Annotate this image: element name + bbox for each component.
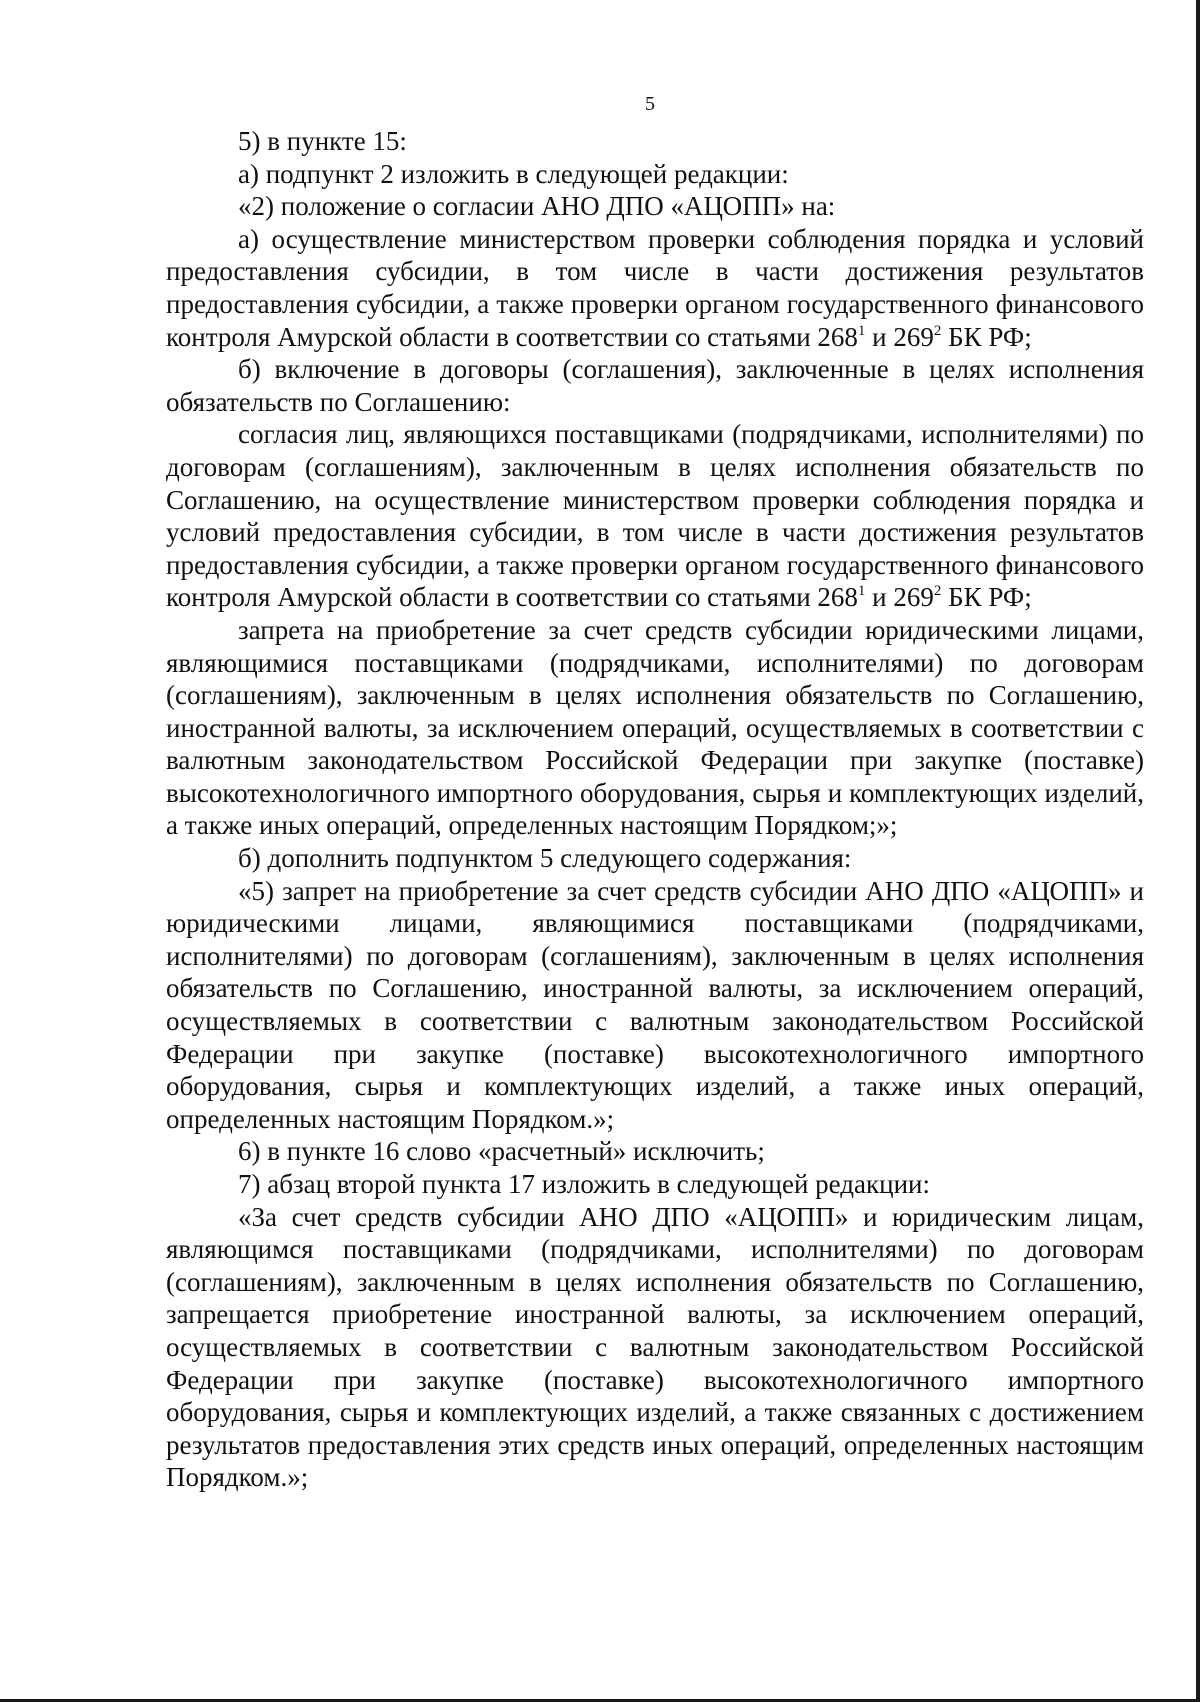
scan-border-right	[1196, 0, 1200, 1702]
paragraph-prohibition: запрета на приобретение за счет средств субсидии юридическими лицами, являющимися поставщиками (подрядчиками, исполнителями) по договорам (соглашениям), заключенным в целях исполнения обязательств по Соглашению, иностранной валюты, за исключением операций, осуществляемых в соответствии с валютным законодательством Российской Федерации при закупке (поставке) высокотехнологичного импортного оборудования, сырья и комплектующих изделий, а также иных операций, определенных настоящим Порядком;»;	[166, 614, 1144, 841]
paragraph-consent-persons	[166, 418, 1144, 614]
paragraph-item-5: 5) в пункте 15:	[238, 126, 407, 156]
paragraph-item-7: 7) абзац второй пункта 17 изложить в следующей редакции:	[238, 1169, 930, 1199]
document-body	[166, 125, 1144, 1494]
paragraph-consent-b: б) включение в договоры (соглашения), заключенные в целях исполнения обязательств по Соглашению:	[166, 354, 1144, 417]
consent-a-mid: и 269	[865, 321, 934, 352]
consent-persons-text: согласия лиц, являющихся поставщиками (подрядчиками, исполнителями) по договорам (соглашениям), заключенным в целях исполнения обязательств по Соглашению, на осуществление министерством проверки соблюдения порядка и условий предоставления субсидии, в том числе в части достижения результатов предоставления субсидии, а также проверки органом государственного финансового контроля Амурской области в соответствии со статьями 268	[166, 419, 1144, 613]
paragraph-item-6: 6) в пункте 16 слово «расчетный» исключить;	[238, 1136, 765, 1167]
paragraph-quote-item-2: «2) положение о согласии АНО ДПО «АЦОПП» на:	[238, 191, 836, 222]
paragraph-subitem-a: а) подпункт 2 изложить в следующей редакции:	[238, 158, 789, 189]
consent-persons-end: БК РФ;	[941, 582, 1032, 613]
consent-a-text: а) осуществление министерством проверки соблюдения порядка и условий предоставления субсидии, в том числе в части достижения результатов предоставления субсидии, а также проверки органом государственного финансового контроля Амурской области в соответствии со статьями 268	[166, 223, 1144, 352]
paragraph-subitem-b: б) дополнить подпунктом 5 следующего содержания:	[238, 843, 852, 874]
consent-persons-mid: и 269	[865, 582, 934, 613]
paragraph-quote-item-5: «5) запрет на приобретение за счет средств субсидии АНО ДПО «АЦОПП» и юридическими лицами, являющимися поставщиками (подрядчиками, исполнителями) по договорам (соглашениям), заключенным в целях исполнения обязательств по Соглашению, иностранной валюты, за исключением операций, осуществляемых в соответствии с валютным законодательством Российской Федерации при закупке (поставке) высокотехнологичного импортного оборудования, сырья и комплектующих изделий, а также иных операций, определенных настоящим Порядком.»;	[166, 875, 1144, 1134]
paragraph-quote-item-17: «За счет средств субсидии АНО ДПО «АЦОПП» и юридическим лицам, являющимся поставщиками (подрядчиками, исполнителями) по договорам (соглашениям), заключенным в целях исполнения обязательств по Соглашению, запрещается приобретение иностранной валюты, за исключением операций, осуществляемых в соответствии с валютным законодательством Российской Федерации при закупке (поставке) высокотехнологичного импортного оборудования, сырья и комплектующих изделий, а также связанных с достижением результатов предоставления этих средств иных операций, определенных настоящим Порядком.»;	[166, 1201, 1144, 1493]
superscript-1: 1	[857, 322, 866, 339]
superscript-1: 1	[857, 583, 866, 600]
consent-a-end: БК РФ;	[941, 321, 1032, 352]
paragraph-consent-a	[166, 223, 1144, 353]
superscript-2: 2	[933, 322, 942, 339]
superscript-2: 2	[933, 583, 942, 600]
page-number: 5	[645, 93, 655, 115]
